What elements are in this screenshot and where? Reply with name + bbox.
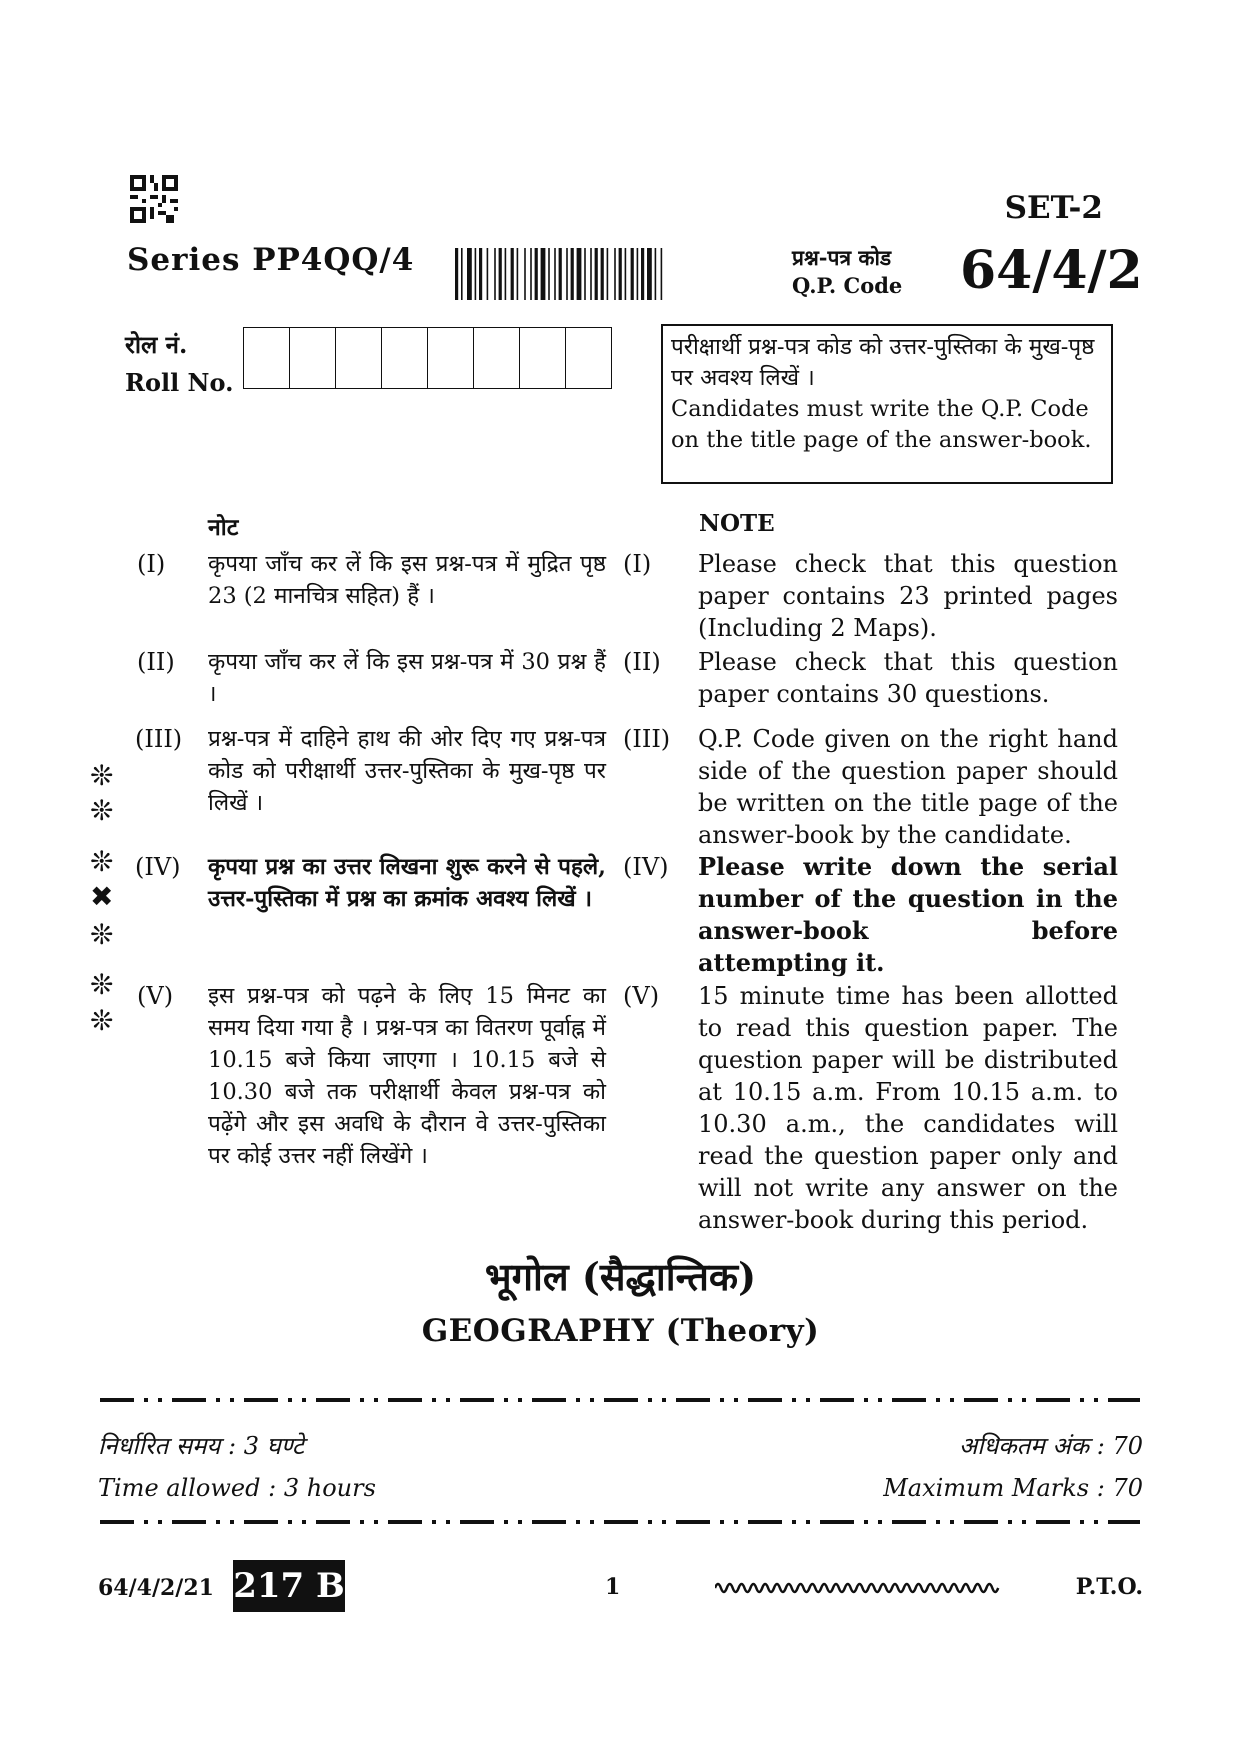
margin-ornament-icon: ❊ [90, 794, 114, 827]
margin-ornament-icon: ❊ [90, 918, 114, 951]
note-item-hi-3: प्रश्न-पत्र में दाहिने हाथ की ओर दिए गए प्रश्न-पत्र कोड को परीक्षार्थी उत्तर-पुस्तिका के मुख-पृष्ठ पर लिखें । [208, 726, 606, 816]
note-item-en-1: Please check that this question paper contains 23 printed pages (Including 2 Maps). [698, 550, 1118, 642]
note-heading-en: NOTE [699, 510, 775, 537]
qp-code-label-hi: प्रश्न-पत्र कोड [792, 245, 892, 270]
divider-rule [100, 1398, 1140, 1402]
margin-ornament-icon: ❊ [90, 759, 114, 792]
roll-number-box [474, 328, 520, 388]
note-item-hi-1: कृपया जाँच कर लें कि इस प्रश्न-पत्र में मुद्रित पृष्ठ 23 (2 मानचित्र सहित) हैं । [208, 551, 606, 609]
note-number-hi-3: (III) [135, 725, 183, 753]
note-item-en-5: 15 minute time has been allotted to read this question paper. The question paper will be distributed at 10.15 a.m. From 10.15 a.m. to 10.30 a.m., the candidates will read the question paper only and will not write any answer on the answer-book during this period. [698, 982, 1118, 1234]
note-item-hi-4: कृपया प्रश्न का उत्तर लिखना शुरू करने से पहले, उत्तर-पुस्तिका में प्रश्न का क्रमांक अवश्य लिखें । [208, 854, 606, 912]
roll-number-label [125, 326, 233, 402]
note-number-en-4: (IV) [623, 853, 669, 881]
qp-code-notice-box [661, 324, 1113, 484]
roll-number-box [336, 328, 382, 388]
note-item-en-3: Q.P. Code given on the right hand side of the question paper should be written on the title page of the answer-book by the candidate. [698, 725, 1118, 849]
roll-number-box [290, 328, 336, 388]
qp-code-label [792, 244, 902, 300]
page-number: 1 [605, 1574, 621, 1600]
time-allowed [98, 1425, 376, 1509]
note-number-en-1: (I) [623, 550, 652, 578]
pto-label: P.T.O. [1075, 1574, 1143, 1600]
note-number-en-5: (V) [623, 982, 660, 1010]
note-number-hi-5: (V) [137, 982, 174, 1010]
roll-number-boxes [243, 327, 612, 389]
divider-rule [100, 1520, 1140, 1524]
qp-notice-hi: परीक्षार्थी प्रश्न-पत्र कोड को उत्तर-पुस्तिका के मुख-पृष्ठ पर अवश्य लिखें । [671, 334, 1095, 391]
roll-label-hi: रोल नं. [125, 330, 188, 359]
note-item-en-4: Please write down the serial number of the question in the answer-book before attempting it. [698, 852, 1118, 977]
qp-code-label-en: Q.P. Code [792, 273, 903, 298]
footer-paper-code: 64/4/2/21 [98, 1575, 214, 1601]
margin-ornament-icon: ❊ [90, 968, 114, 1001]
note-heading-hi: नोट [208, 514, 239, 541]
qp-code: 64/4/2 [960, 240, 1143, 301]
note-item-hi-5: इस प्रश्न-पत्र को पढ़ने के लिए 15 मिनट का समय दिया गया है । प्रश्न-पत्र का वितरण पूर्वाह्न में 10.15 बजे किया जाएगा । 10.15 बजे से 10.30 बजे तक परीक्षार्थी केवल प्रश्न-पत्र को पढ़ेंगे और इस अवधि के दौरान वे उत्तर-पुस्तिका पर कोई उत्तर नहीं लिखेंगे । [208, 983, 606, 1169]
maximum-marks-hi: अधिकतम अंक : 70 [958, 1432, 1143, 1460]
roll-number-box [428, 328, 474, 388]
roll-number-box [244, 328, 290, 388]
set-label: SET-2 [1004, 190, 1103, 226]
roll-number-box [520, 328, 566, 388]
note-item-hi-2: कृपया जाँच कर लें कि इस प्रश्न-पत्र में 30 प्रश्न हैं । [208, 649, 606, 707]
qr-code-icon [130, 175, 178, 223]
margin-cross-icon: ✖ [90, 880, 114, 913]
note-number-en-3: (III) [623, 725, 671, 753]
footer-badge: 217 B [233, 1560, 345, 1612]
margin-ornament-icon: ❊ [90, 845, 114, 878]
qp-notice-en: Candidates must write the Q.P. Code on the title page of the answer-book. [671, 396, 1092, 453]
note-number-hi-1: (I) [137, 550, 166, 578]
note-item-en-2: Please check that this question paper contains 30 questions. [698, 648, 1118, 708]
wavy-line-icon [715, 1578, 1000, 1598]
roll-label-en: Roll No. [125, 368, 234, 397]
roll-number-box [566, 328, 612, 388]
subject-title-hi: भूगोल (सैद्धान्तिक) [484, 1254, 757, 1299]
time-allowed-en: Time allowed : 3 hours [98, 1474, 376, 1502]
barcode-icon [455, 248, 730, 300]
maximum-marks [883, 1425, 1143, 1509]
series-label: Series PP4QQ/4 [127, 242, 415, 278]
time-allowed-hi: निर्धारित समय : 3 घण्टे [98, 1432, 305, 1460]
maximum-marks-en: Maximum Marks : 70 [883, 1474, 1143, 1502]
margin-ornament-icon: ❊ [90, 1004, 114, 1037]
subject-title-en: GEOGRAPHY (Theory) [421, 1313, 820, 1349]
note-number-hi-4: (IV) [135, 853, 181, 881]
note-number-en-2: (II) [623, 648, 661, 676]
note-number-hi-2: (II) [137, 648, 175, 676]
roll-number-box [382, 328, 428, 388]
